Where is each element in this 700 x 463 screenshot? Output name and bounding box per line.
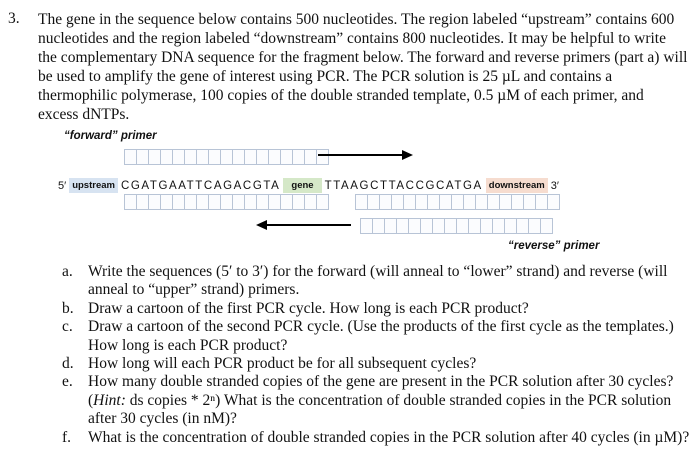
sequence-right: TTAAGCTTACCGCATGA	[324, 179, 483, 192]
upstream-region: upstream	[69, 178, 118, 193]
part-b: b. Draw a cartoon of the first PCR cycle. How long is each PCR product?	[62, 299, 529, 317]
complement-box-right	[355, 194, 560, 210]
part-a: a. Write the sequences (5′ to 3′) for the forward (will anneal to “lower” strand) and reverse (will anneal to “upper” strand) primers.	[62, 263, 668, 299]
forward-arrow-icon	[318, 148, 414, 162]
downstream-region: downstream	[486, 178, 548, 193]
complement-box-left	[124, 194, 329, 210]
part-f: f. What is the concentration of double stranded copies in the PCR solution after 40 cycles (in µM)?	[62, 428, 690, 446]
hint-label: Hint:	[93, 391, 126, 409]
five-prime-label: 5′	[58, 179, 67, 192]
gene-region: gene	[283, 178, 321, 193]
question-intro: The gene in the sequence below contains 500 nucleotides. The region labeled “upstream” contains 600 nucleotides and the region labeled “downstream” contains 800 nucleotides. It may be helpful to write the complementary DNA sequence for the fragment below. The forward and reverse primers (part a) will be used to amplify the gene of interest using PCR. The PCR solution is 25 µL and contains a thermophilic polymerase, 100 copies of the double stranded template, 0.5 µM of each primer, and excess dNTPs.	[38, 11, 688, 123]
part-d: d. How long will each PCR product be for all subsequent cycles?	[62, 355, 477, 373]
question-parts	[62, 263, 692, 447]
reverse-primer-label: “reverse” primer	[508, 240, 600, 252]
reverse-primer-box	[360, 218, 553, 234]
three-prime-label: 3′	[550, 179, 559, 192]
dna-strand	[58, 177, 559, 194]
forward-primer-box	[124, 149, 329, 165]
reverse-arrow-icon	[256, 218, 352, 232]
question-number: 3.	[8, 10, 20, 27]
forward-primer-label: “forward” primer	[64, 130, 157, 142]
sequence-left: CGATGAATTCAGACGTA	[120, 179, 281, 192]
part-c: c. Draw a cartoon of the second PCR cycle. (Use the products of the first cycle as the templates.) How long is each PCR product?	[62, 318, 674, 354]
part-e: e. How many double stranded copies of the gene are present in the PCR solution after 30 cycles? (Hint: ds copies * 2ⁿ) What is the concentration of double stranded copies in the PCR solution after 30 cycles (in nM)?	[62, 373, 674, 428]
